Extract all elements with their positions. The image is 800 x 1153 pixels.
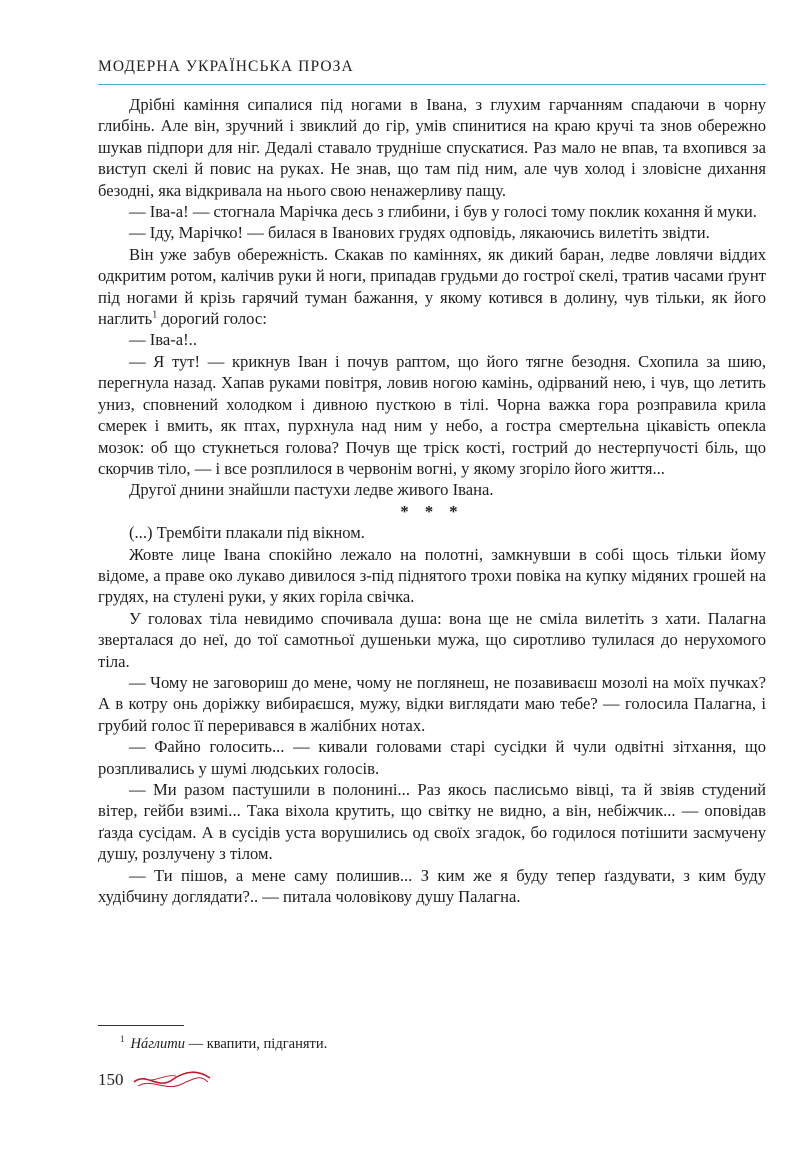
footnote — [120, 1034, 327, 1053]
footnote-rule — [98, 1025, 184, 1026]
dialogue-line: — Чому не заговориш до мене, чому не поглянеш, не позавиваєш мозолі на моїх пучках? А в котру онь доріжку вибираєшся, мужу, відки виглядати маю тебе? — голосила Палагна, і грубий голос її переривався в жалібних нотах. — [98, 672, 766, 735]
footnote-number: 1 — [120, 1034, 125, 1044]
footnote-term: Нáглити — [130, 1035, 185, 1052]
dialogue-line: — Іва-а! — стогнала Марічка десь з глибини, і був у голосі тому поклик кохання й муки. — [129, 202, 757, 222]
body-text — [98, 94, 766, 907]
paragraph-text: дорогий голос: — [157, 309, 267, 329]
paragraph: Жовте лице Івана спокійно лежало на полотні, замкнувши в собі щось тільки йому відоме, а праве око лукаво дивилося з-під піднятого трохи повіка на купку мідяних грошей на грудях, на стулені руки, у яких горіла свічка. — [98, 544, 766, 607]
paragraph: (...) Трембіти плакали під вікном. — [129, 523, 365, 543]
dialogue-line: — Іва-а!.. — [129, 330, 197, 350]
paragraph: У головах тіла невидимо спочивала душа: вона ще не сміла вилетіть з хати. Палагна зверталася до неї, до тої самотньої душеньки мужа, що сиротливо тулилася до нерухомого тіла. — [98, 608, 766, 671]
flourish-ornament-icon — [132, 1064, 212, 1094]
paragraph — [98, 244, 766, 330]
page-number: 150 — [98, 1070, 124, 1089]
footnote-definition: — квапити, підганяти. — [184, 1035, 328, 1052]
dialogue-line: — Іду, Марічко! — билася в Іванових грудях одповідь, лякаючись вилетіть звідти. — [129, 223, 710, 243]
paragraph: Дрібні каміння сипалися під ногами в Івана, з глухим гарчанням спадаючи в чорну глибінь. Але він, зручний і звиклий до гір, умів спинитися на краю кручі та знов обережно шукав підпори для ніг. Дедалі ставало трудніше спускатися. Раз мало не впав, та вхопився за виступ скелі й повис на руках. Не знав, що там під ним, але чув холод і зловісне дихання безодні, яка відкривала на нього свою ненажерливу пащу. — [98, 95, 766, 200]
section-divider: * * * — [400, 501, 464, 521]
paragraph-text: Він уже забув обережність. Скакав по каміннях, як дикий баран, ледве ловлячи віддих одкритим ротом, калічив руки й ноги, припадав грудьми до гострої скелі, тратив часами ґрунт під ногами й крізь гарячий туман бажання, у якому котився в долину, чув тільки, як його наглить — [98, 244, 766, 329]
footnote-ref[interactable]: 1 — [152, 309, 158, 321]
paragraph: Другої днини знайшли пастухи ледве живого Івана. — [129, 480, 494, 500]
running-head: МОДЕРНА УКРАЇНСЬКА ПРОЗА — [98, 58, 354, 75]
dialogue-line: — Ми разом пастушили в полонині... Раз якось паслисьмо вівці, та й звіяв студений вітер, гейби взимі... Така віхола крутить, що світку не видно, а він, небіжчик... — оповідав ґазда сусідам. А в сусідів уста ворушились од своїх згадок, бо годилося потішити засмучену душу, розлучену з тілом. — [98, 780, 766, 864]
dialogue-line: — Файно голосить... — кивали головами старі сусідки й чули одвітні зітхання, що розпливались у шумі людських голосів. — [98, 737, 766, 778]
dialogue-line: — Я тут! — крикнув Іван і почув раптом, що його тягне безодня. Схопила за шию, перегнула назад. Хапав руками повітря, ловив ногою камінь, одірваний нею, і чув, що летить униз, сповнений холодком і дивною пусткою в тілі. Чорна важка гора розправила крила смерек і вмить, як птах, пурхнула над ним у небо, а гостра смертельна цікавість опекла мозок: об що стукнеться голова? Почув ще тріск кості, гострий до нестерпучості біль, що скорчив тіло, — і все розплилося в червонім вогні, у якому згоріло його життя... — [98, 351, 766, 478]
header-rule — [98, 84, 766, 85]
dialogue-line: — Ти пішов, а мене саму полишив... З ким же я буду тепер ґаздувати, з ким буду худібчину доглядати?.. — питала чоловікову душу Палагна. — [98, 865, 766, 907]
